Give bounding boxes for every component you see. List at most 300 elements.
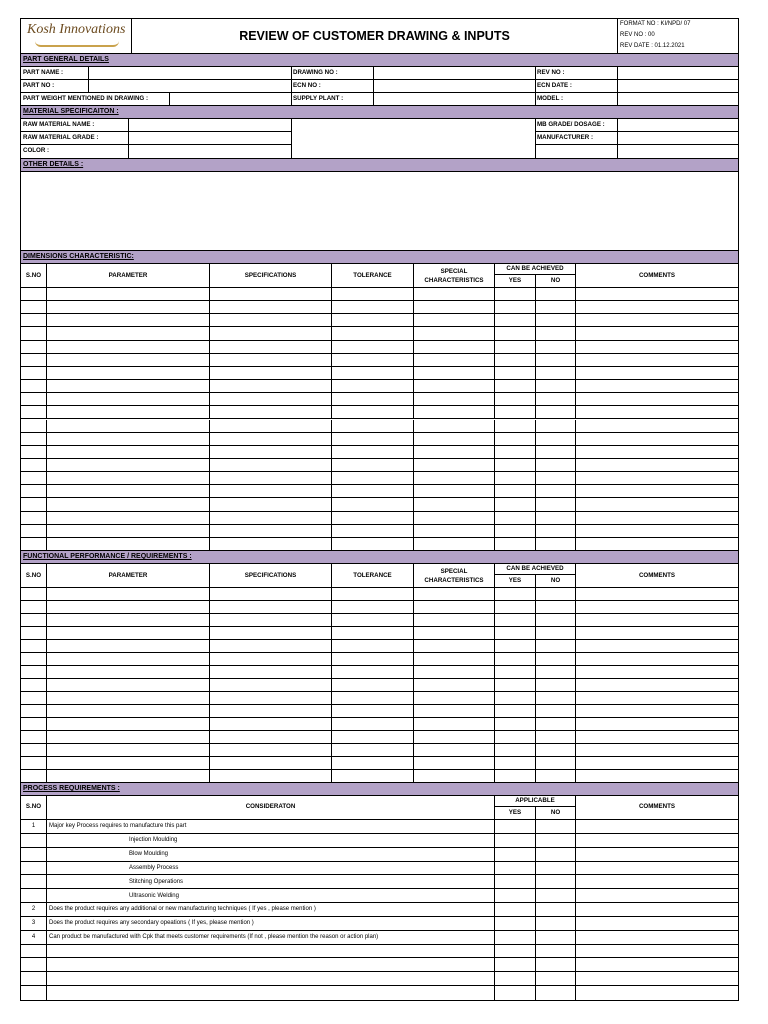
table-cell[interactable] [414,588,495,600]
table-cell[interactable] [210,301,332,313]
table-cell[interactable] [495,433,536,445]
comments-cell[interactable] [576,472,738,484]
table-cell[interactable] [332,744,414,756]
comments-cell[interactable] [576,705,738,717]
table-cell[interactable] [495,512,536,524]
table-cell[interactable] [414,525,495,537]
ecn-date-field[interactable] [618,80,738,92]
comments-cell[interactable] [576,718,738,730]
table-cell[interactable] [536,666,576,678]
table-cell[interactable] [332,433,414,445]
table-cell[interactable] [495,341,536,353]
table-cell[interactable] [495,538,536,550]
table-cell[interactable] [47,588,210,600]
comments-cell[interactable] [576,692,738,704]
table-cell[interactable] [21,420,47,432]
table-cell[interactable] [47,288,210,300]
table-cell[interactable] [21,692,47,704]
process-comments-cell[interactable] [576,917,738,930]
table-cell[interactable] [210,327,332,339]
table-cell[interactable] [495,420,536,432]
table-cell[interactable] [332,301,414,313]
table-cell[interactable] [210,472,332,484]
table-cell[interactable] [536,406,576,418]
table-cell[interactable] [332,288,414,300]
table-cell[interactable] [536,327,576,339]
table-cell[interactable] [495,354,536,366]
table-cell[interactable] [47,380,210,392]
table-cell[interactable] [47,744,210,756]
table-cell[interactable] [21,380,47,392]
table-cell[interactable] [495,718,536,730]
drawing-no-field[interactable] [374,67,534,79]
table-cell[interactable] [21,538,47,550]
table-cell[interactable] [495,601,536,613]
process-no-cell[interactable] [536,848,576,861]
table-cell[interactable] [47,692,210,704]
comments-cell[interactable] [576,393,738,405]
table-cell[interactable] [536,420,576,432]
table-cell[interactable] [414,653,495,665]
table-cell[interactable] [332,512,414,524]
table-cell[interactable] [47,301,210,313]
process-comments-cell[interactable] [576,862,738,875]
supply-plant-field[interactable] [374,93,534,105]
table-cell[interactable] [332,472,414,484]
table-cell[interactable] [495,757,536,769]
table-cell[interactable] [414,718,495,730]
table-cell[interactable] [536,354,576,366]
table-cell[interactable] [210,433,332,445]
table-cell[interactable] [495,367,536,379]
color-field[interactable] [129,145,290,157]
table-cell[interactable] [495,588,536,600]
process-yes-cell[interactable] [495,972,536,985]
table-cell[interactable] [47,731,210,743]
comments-cell[interactable] [576,731,738,743]
table-cell[interactable] [47,446,210,458]
table-cell[interactable] [47,525,210,537]
table-cell[interactable] [210,485,332,497]
table-cell[interactable] [210,525,332,537]
process-no-cell[interactable] [536,834,576,847]
table-cell[interactable] [536,288,576,300]
comments-cell[interactable] [576,653,738,665]
process-no-cell[interactable] [536,875,576,888]
other-details-area[interactable] [21,172,738,251]
comments-cell[interactable] [576,341,738,353]
table-cell[interactable] [495,446,536,458]
table-cell[interactable] [536,627,576,639]
table-cell[interactable] [332,406,414,418]
table-cell[interactable] [536,614,576,626]
table-cell[interactable] [332,731,414,743]
process-yes-cell[interactable] [495,889,536,902]
table-cell[interactable] [210,640,332,652]
table-cell[interactable] [332,459,414,471]
table-cell[interactable] [21,770,47,782]
process-comments-cell[interactable] [576,972,738,985]
table-cell[interactable] [332,485,414,497]
table-cell[interactable] [210,420,332,432]
comments-cell[interactable] [576,640,738,652]
table-cell[interactable] [47,420,210,432]
table-cell[interactable] [536,692,576,704]
table-cell[interactable] [21,512,47,524]
table-cell[interactable] [536,718,576,730]
table-cell[interactable] [210,341,332,353]
process-no-cell[interactable] [536,862,576,875]
table-cell[interactable] [47,314,210,326]
rev-no-field[interactable] [618,67,738,79]
table-cell[interactable] [414,380,495,392]
table-cell[interactable] [21,498,47,510]
table-cell[interactable] [21,640,47,652]
table-cell[interactable] [332,640,414,652]
table-cell[interactable] [47,406,210,418]
table-cell[interactable] [495,459,536,471]
table-cell[interactable] [21,314,47,326]
table-cell[interactable] [332,446,414,458]
table-cell[interactable] [332,653,414,665]
table-cell[interactable] [47,538,210,550]
comments-cell[interactable] [576,288,738,300]
table-cell[interactable] [495,692,536,704]
table-cell[interactable] [21,614,47,626]
table-cell[interactable] [210,705,332,717]
comments-cell[interactable] [576,770,738,782]
process-yes-cell[interactable] [495,931,536,944]
table-cell[interactable] [47,341,210,353]
process-yes-cell[interactable] [495,903,536,916]
table-cell[interactable] [332,354,414,366]
raw-material-name-field[interactable] [129,119,290,131]
table-cell[interactable] [536,653,576,665]
table-cell[interactable] [414,420,495,432]
table-cell[interactable] [536,367,576,379]
table-cell[interactable] [414,406,495,418]
comments-cell[interactable] [576,679,738,691]
table-cell[interactable] [21,327,47,339]
comments-cell[interactable] [576,757,738,769]
table-cell[interactable] [47,757,210,769]
table-cell[interactable] [414,498,495,510]
table-cell[interactable] [210,731,332,743]
table-cell[interactable] [21,679,47,691]
table-cell[interactable] [495,627,536,639]
table-cell[interactable] [47,327,210,339]
table-cell[interactable] [332,601,414,613]
table-cell[interactable] [332,666,414,678]
table-cell[interactable] [495,679,536,691]
process-comments-cell[interactable] [576,986,738,1000]
table-cell[interactable] [21,433,47,445]
comments-cell[interactable] [576,459,738,471]
comments-cell[interactable] [576,367,738,379]
table-cell[interactable] [536,679,576,691]
table-cell[interactable] [47,705,210,717]
table-cell[interactable] [332,770,414,782]
table-cell[interactable] [21,288,47,300]
table-cell[interactable] [21,301,47,313]
table-cell[interactable] [210,354,332,366]
table-cell[interactable] [210,770,332,782]
table-cell[interactable] [414,705,495,717]
process-yes-cell[interactable] [495,862,536,875]
table-cell[interactable] [332,679,414,691]
comments-cell[interactable] [576,433,738,445]
table-cell[interactable] [536,757,576,769]
comments-cell[interactable] [576,446,738,458]
table-cell[interactable] [495,314,536,326]
table-cell[interactable] [21,718,47,730]
table-cell[interactable] [414,393,495,405]
table-cell[interactable] [210,380,332,392]
table-cell[interactable] [21,446,47,458]
table-cell[interactable] [414,327,495,339]
table-cell[interactable] [495,406,536,418]
table-cell[interactable] [21,472,47,484]
table-cell[interactable] [332,393,414,405]
table-cell[interactable] [414,627,495,639]
table-cell[interactable] [21,393,47,405]
table-cell[interactable] [21,653,47,665]
table-cell[interactable] [21,485,47,497]
table-cell[interactable] [210,393,332,405]
process-no-cell[interactable] [536,945,576,958]
process-yes-cell[interactable] [495,917,536,930]
table-cell[interactable] [21,406,47,418]
comments-cell[interactable] [576,601,738,613]
table-cell[interactable] [536,380,576,392]
table-cell[interactable] [536,770,576,782]
table-cell[interactable] [47,367,210,379]
table-cell[interactable] [414,679,495,691]
table-cell[interactable] [210,666,332,678]
process-no-cell[interactable] [536,931,576,944]
table-cell[interactable] [21,601,47,613]
table-cell[interactable] [536,588,576,600]
table-cell[interactable] [495,472,536,484]
part-name-field[interactable] [89,67,290,79]
table-cell[interactable] [332,627,414,639]
table-cell[interactable] [495,380,536,392]
table-cell[interactable] [495,731,536,743]
table-cell[interactable] [47,718,210,730]
table-cell[interactable] [210,757,332,769]
table-cell[interactable] [414,301,495,313]
table-cell[interactable] [21,666,47,678]
comments-cell[interactable] [576,498,738,510]
table-cell[interactable] [47,459,210,471]
table-cell[interactable] [21,459,47,471]
table-cell[interactable] [495,770,536,782]
table-cell[interactable] [495,485,536,497]
raw-material-grade-field[interactable] [129,132,290,144]
table-cell[interactable] [332,380,414,392]
table-cell[interactable] [414,692,495,704]
table-cell[interactable] [210,314,332,326]
table-cell[interactable] [47,393,210,405]
process-comments-cell[interactable] [576,875,738,888]
table-cell[interactable] [47,640,210,652]
comments-cell[interactable] [576,485,738,497]
process-comments-cell[interactable] [576,848,738,861]
table-cell[interactable] [332,614,414,626]
table-cell[interactable] [536,459,576,471]
table-cell[interactable] [495,525,536,537]
process-comments-cell[interactable] [576,945,738,958]
process-yes-cell[interactable] [495,834,536,847]
process-yes-cell[interactable] [495,848,536,861]
comments-cell[interactable] [576,512,738,524]
comments-cell[interactable] [576,538,738,550]
table-cell[interactable] [210,679,332,691]
table-cell[interactable] [414,666,495,678]
table-cell[interactable] [47,485,210,497]
table-cell[interactable] [495,653,536,665]
table-cell[interactable] [414,731,495,743]
table-cell[interactable] [414,614,495,626]
process-no-cell[interactable] [536,986,576,1000]
table-cell[interactable] [414,770,495,782]
table-cell[interactable] [495,393,536,405]
table-cell[interactable] [495,666,536,678]
table-cell[interactable] [332,420,414,432]
table-cell[interactable] [536,433,576,445]
table-cell[interactable] [210,692,332,704]
table-cell[interactable] [47,601,210,613]
table-cell[interactable] [414,314,495,326]
table-cell[interactable] [210,367,332,379]
table-cell[interactable] [332,341,414,353]
process-no-cell[interactable] [536,972,576,985]
table-cell[interactable] [21,744,47,756]
table-cell[interactable] [21,341,47,353]
table-cell[interactable] [21,731,47,743]
comments-cell[interactable] [576,666,738,678]
table-cell[interactable] [332,692,414,704]
process-no-cell[interactable] [536,820,576,833]
table-cell[interactable] [536,301,576,313]
table-cell[interactable] [47,770,210,782]
table-cell[interactable] [21,354,47,366]
table-cell[interactable] [332,757,414,769]
table-cell[interactable] [21,705,47,717]
table-cell[interactable] [210,653,332,665]
table-cell[interactable] [210,614,332,626]
table-cell[interactable] [47,614,210,626]
table-cell[interactable] [414,459,495,471]
table-cell[interactable] [536,705,576,717]
table-cell[interactable] [495,327,536,339]
table-cell[interactable] [536,731,576,743]
mb-grade-field[interactable] [618,119,738,131]
table-cell[interactable] [210,588,332,600]
table-cell[interactable] [414,744,495,756]
comments-cell[interactable] [576,380,738,392]
table-cell[interactable] [332,525,414,537]
process-comments-cell[interactable] [576,958,738,971]
table-cell[interactable] [495,301,536,313]
table-cell[interactable] [414,341,495,353]
table-cell[interactable] [332,538,414,550]
comments-cell[interactable] [576,614,738,626]
table-cell[interactable] [414,433,495,445]
table-cell[interactable] [47,472,210,484]
table-cell[interactable] [414,354,495,366]
process-yes-cell[interactable] [495,986,536,1000]
ecn-no-field[interactable] [374,80,534,92]
table-cell[interactable] [332,718,414,730]
manufacturer-field[interactable] [618,132,738,144]
comments-cell[interactable] [576,627,738,639]
table-cell[interactable] [21,525,47,537]
table-cell[interactable] [414,485,495,497]
table-cell[interactable] [210,601,332,613]
process-no-cell[interactable] [536,903,576,916]
table-cell[interactable] [47,498,210,510]
table-cell[interactable] [536,485,576,497]
table-cell[interactable] [47,512,210,524]
table-cell[interactable] [210,512,332,524]
process-comments-cell[interactable] [576,931,738,944]
comments-cell[interactable] [576,588,738,600]
process-comments-cell[interactable] [576,903,738,916]
table-cell[interactable] [332,327,414,339]
process-no-cell[interactable] [536,917,576,930]
table-cell[interactable] [414,538,495,550]
table-cell[interactable] [495,498,536,510]
table-cell[interactable] [495,640,536,652]
table-cell[interactable] [536,314,576,326]
table-cell[interactable] [47,679,210,691]
process-no-cell[interactable] [536,958,576,971]
comments-cell[interactable] [576,354,738,366]
table-cell[interactable] [332,498,414,510]
comments-cell[interactable] [576,301,738,313]
process-yes-cell[interactable] [495,945,536,958]
table-cell[interactable] [21,588,47,600]
table-cell[interactable] [210,718,332,730]
table-cell[interactable] [210,446,332,458]
table-cell[interactable] [495,705,536,717]
table-cell[interactable] [21,627,47,639]
table-cell[interactable] [495,288,536,300]
process-yes-cell[interactable] [495,820,536,833]
table-cell[interactable] [47,666,210,678]
table-cell[interactable] [536,601,576,613]
table-cell[interactable] [536,640,576,652]
table-cell[interactable] [332,367,414,379]
table-cell[interactable] [210,538,332,550]
process-comments-cell[interactable] [576,820,738,833]
process-comments-cell[interactable] [576,889,738,902]
table-cell[interactable] [536,446,576,458]
comments-cell[interactable] [576,525,738,537]
table-cell[interactable] [210,459,332,471]
comments-cell[interactable] [576,314,738,326]
comments-cell[interactable] [576,744,738,756]
table-cell[interactable] [47,627,210,639]
table-cell[interactable] [21,367,47,379]
comments-cell[interactable] [576,406,738,418]
table-cell[interactable] [210,627,332,639]
table-cell[interactable] [536,393,576,405]
process-comments-cell[interactable] [576,834,738,847]
part-no-field[interactable] [89,80,290,92]
part-weight-field[interactable] [170,93,290,105]
